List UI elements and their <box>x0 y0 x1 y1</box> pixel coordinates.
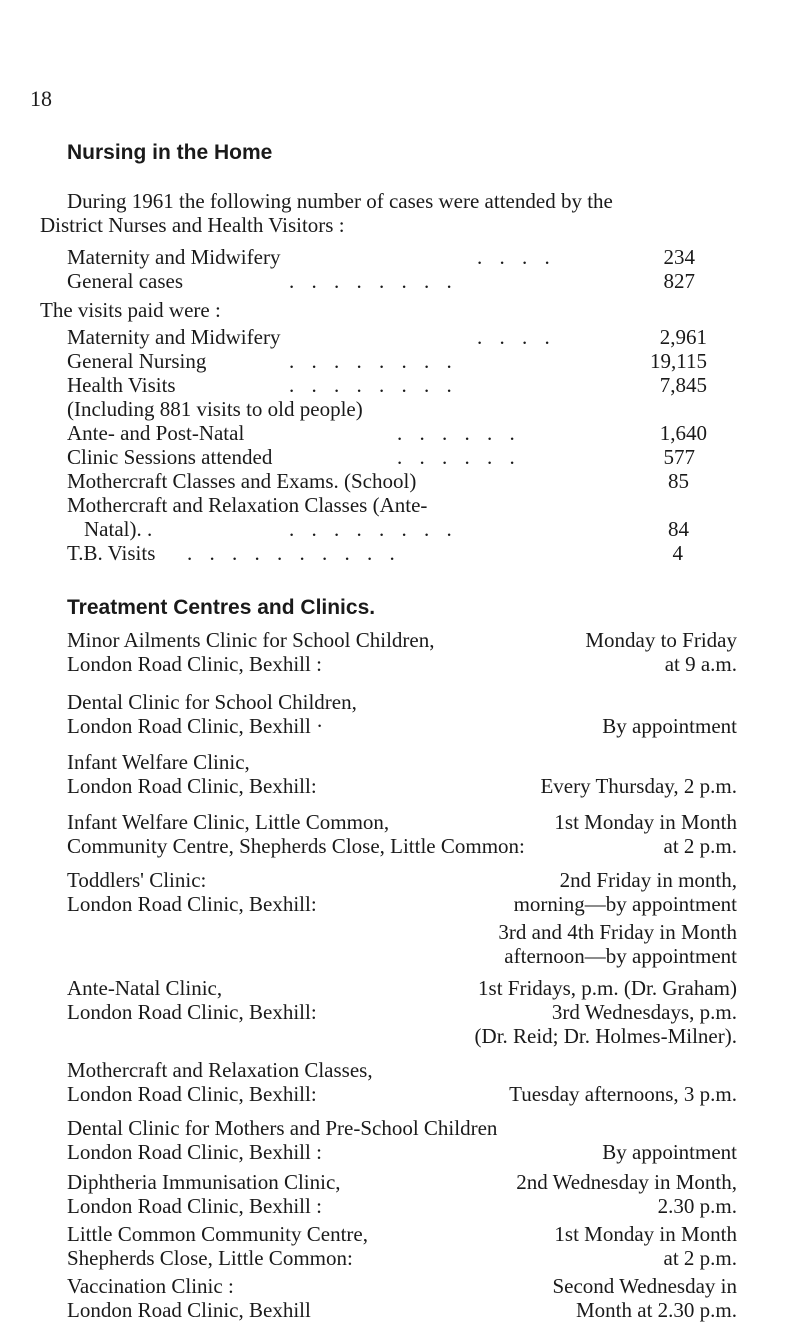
row-label: Clinic Sessions attended <box>67 445 273 469</box>
row-value: 234 <box>663 245 695 269</box>
clinic-schedule: Tuesday afternoons, 3 p.m. <box>509 1082 737 1106</box>
row-value: 1,640 <box>659 421 707 445</box>
leader-dots: . . . . . . <box>397 421 521 445</box>
clinic-entry <box>67 810 737 858</box>
section-heading-nursing: Nursing in the Home <box>67 141 273 164</box>
clinic-schedule: Monday to Friday <box>585 628 737 652</box>
leader-dots: . . . . . . . . . . <box>187 541 401 565</box>
row-value: 84 <box>668 517 689 541</box>
clinic-schedule: afternoon—by appointment <box>504 944 737 968</box>
clinic-schedule: Second Wednesday in <box>552 1274 737 1298</box>
clinic-entry <box>67 1274 737 1322</box>
row-value: 4 <box>672 541 683 565</box>
clinic-schedule: (Dr. Reid; Dr. Holmes-Milner). <box>474 1024 737 1048</box>
clinic-schedule: 2.30 p.m. <box>657 1194 737 1218</box>
clinic-name: Ante-Natal Clinic, <box>67 976 223 1000</box>
clinic-location: London Road Clinic, Bexhill: <box>67 892 317 916</box>
clinic-schedule: 2nd Friday in month, <box>559 868 737 892</box>
clinic-schedule: 1st Monday in Month <box>554 1222 737 1246</box>
leader-dots: . . . . . . <box>397 445 521 469</box>
row-label: Maternity and Midwifery <box>67 325 281 349</box>
clinic-name: Diphtheria Immunisation Clinic, <box>67 1170 341 1194</box>
clinic-location: London Road Clinic, Bexhill : <box>67 1140 322 1164</box>
clinic-entry <box>67 628 737 676</box>
clinic-entry <box>67 690 737 738</box>
clinic-schedule: at 2 p.m. <box>663 1246 737 1270</box>
clinic-schedule: at 9 a.m. <box>664 652 737 676</box>
clinic-location: Shepherds Close, Little Common: <box>67 1246 353 1270</box>
clinic-entry <box>67 1222 737 1270</box>
clinic-entry <box>67 1116 737 1164</box>
leader-dots: . . . . . . . . <box>289 373 458 397</box>
row-value: 19,115 <box>650 349 707 373</box>
clinic-name: Minor Ailments Clinic for School Children, <box>67 628 435 652</box>
clinic-location: London Road Clinic, Bexhill · <box>67 714 324 738</box>
clinic-name: Toddlers' Clinic: <box>67 868 207 892</box>
leader-dots: . . . . . . . . <box>289 269 458 293</box>
clinic-schedule: at 2 p.m. <box>663 834 737 858</box>
leader-dots: . . . . <box>477 245 556 269</box>
clinic-location: London Road Clinic, Bexhill : <box>67 652 322 676</box>
page-number: 18 <box>30 86 52 111</box>
clinic-location: London Road Clinic, Bexhill: <box>67 774 317 798</box>
clinic-schedule: 2nd Wednesday in Month, <box>516 1170 737 1194</box>
clinic-entry <box>67 750 737 798</box>
clinic-schedule: By appointment <box>602 714 737 738</box>
clinic-schedule: 3rd and 4th Friday in Month <box>498 920 737 944</box>
clinic-schedule: 3rd Wednesdays, p.m. <box>551 1000 737 1024</box>
clinic-entry <box>67 868 737 968</box>
clinic-schedule: 1st Fridays, p.m. (Dr. Graham) <box>478 976 737 1000</box>
clinic-location: London Road Clinic, Bexhill : <box>67 1194 322 1218</box>
row-label: Health Visits <box>67 373 176 397</box>
clinic-entry <box>67 1058 737 1106</box>
visits-intro: The visits paid were : <box>40 298 221 322</box>
leader-dots: . . . . . . . . <box>289 349 458 373</box>
row-value: 577 <box>663 445 695 469</box>
clinic-name: Infant Welfare Clinic, Little Common, <box>67 810 390 834</box>
clinic-name: Dental Clinic for School Children, <box>67 690 357 714</box>
clinic-name: Mothercraft and Relaxation Classes, <box>67 1058 373 1082</box>
clinic-name: Dental Clinic for Mothers and Pre-School Children <box>67 1116 498 1140</box>
clinic-name: Infant Welfare Clinic, <box>67 750 250 774</box>
clinic-location: London Road Clinic, Bexhill: <box>67 1082 317 1106</box>
mothercraft-line: Mothercraft and Relaxation Classes (Ante- <box>67 493 428 517</box>
row-value: 827 <box>663 269 695 293</box>
row-label: T.B. Visits <box>67 541 156 565</box>
clinic-schedule: morning—by appointment <box>513 892 737 916</box>
intro-line: During 1961 the following number of cases were attended by the <box>67 189 613 213</box>
clinic-entry <box>67 1170 737 1218</box>
intro-line: District Nurses and Health Visitors : <box>40 213 345 237</box>
clinic-name: Little Common Community Centre, <box>67 1222 368 1246</box>
clinic-schedule: 1st Monday in Month <box>554 810 737 834</box>
clinic-schedule: Month at 2.30 p.m. <box>576 1298 737 1322</box>
row-label: Mothercraft Classes and Exams. (School) <box>67 469 417 493</box>
clinic-schedule: By appointment <box>602 1140 737 1164</box>
row-label: Natal). . <box>84 517 153 541</box>
clinic-name: Vaccination Clinic : <box>67 1274 234 1298</box>
clinic-location: London Road Clinic, Bexhill <box>67 1298 311 1322</box>
row-value: 2,961 <box>659 325 707 349</box>
leader-dots: . . . . . . . . <box>289 517 458 541</box>
row-label: General Nursing <box>67 349 207 373</box>
row-value: 85 <box>668 469 689 493</box>
row-label: Ante- and Post-Natal <box>67 421 245 445</box>
clinic-entry <box>67 976 737 1048</box>
section-heading-treatment: Treatment Centres and Clinics. <box>67 596 376 619</box>
leader-dots: . . . . <box>477 325 556 349</box>
row-value: 7,845 <box>659 373 707 397</box>
clinic-schedule: Every Thursday, 2 p.m. <box>540 774 737 798</box>
clinic-location: Community Centre, Shepherds Close, Little Common: <box>67 834 525 858</box>
clinic-location: London Road Clinic, Bexhill: <box>67 1000 317 1024</box>
visits-note: (Including 881 visits to old people) <box>67 397 363 421</box>
row-label: General cases <box>67 269 184 293</box>
row-label: Maternity and Midwifery <box>67 245 281 269</box>
